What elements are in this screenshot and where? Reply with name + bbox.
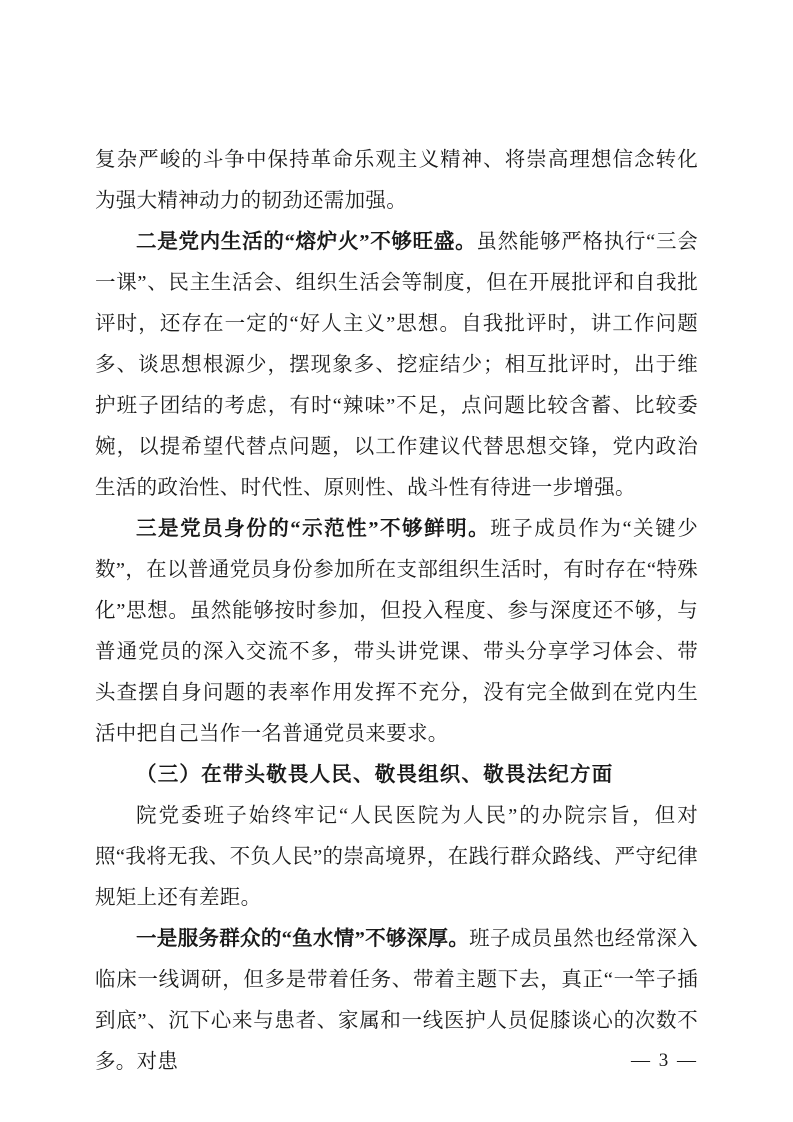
section-heading-three	[95, 755, 698, 796]
section-heading-text: （三）在带头敬畏人民、敬畏组织、敬畏法纪方面	[136, 764, 614, 786]
paragraph-point-two	[95, 222, 698, 509]
paragraph-text: 虽然能够严格执行“三会一课”、民主生活会、组织生活会等制度，但在开展批评和自我批评时，还存在一定的“好人主义”思想。自我批评时，讲工作问题多、谈思想根源少，摆现象多、挖症结少；相互批评时，出于维护班子团结的考虑，有时“辣味”不足，点问题比较含蓄、比较委婉，以提希望代替点问题，以工作建议代替思想交锋，党内政治生活的政治性、时代性、原则性、战斗性有待进一步增强。	[95, 231, 698, 499]
document-body	[95, 140, 698, 1083]
paragraph-point-three	[95, 509, 698, 755]
paragraph-text: 院党委班子始终牢记“人民医院为人民”的办院宗旨，但对照“我将无我、不负人民”的崇高境界，在践行群众路线、严守纪律规矩上还有差距。	[95, 805, 698, 909]
paragraph-continuation	[95, 140, 698, 222]
paragraph-section-intro	[95, 796, 698, 919]
paragraph-text: 班子成员虽然也经常深入临床一线调研，但多是带着任务、带着主题下去，真正“一竿子插到底”、沉下心来与患者、家属和一线医护人员促膝谈心的次数不多。对患	[95, 928, 698, 1073]
paragraph-lead: 一是服务群众的“鱼水情”不够深厚。	[136, 928, 470, 950]
paragraph-lead: 三是党员身份的“示范性”不够鲜明。	[136, 518, 491, 540]
page-number: — 3 —	[631, 1050, 698, 1071]
paragraph-text: 复杂严峻的斗争中保持革命乐观主义精神、将崇高理想信念转化为强大精神动力的韧劲还需加强。	[95, 149, 698, 212]
paragraph-lead: 二是党内生活的“熔炉火”不够旺盛。	[136, 231, 477, 253]
paragraph-text: 班子成员作为“关键少数”，在以普通党员身份参加所在支部组织生活时，有时存在“特殊化”思想。虽然能够按时参加，但投入程度、参与深度还不够，与普通党员的深入交流不多，带头讲党课、带头分享学习体会、带头查摆自身问题的表率作用发挥不充分，没有完全做到在党内生活中把自己当作一名普通党员来要求。	[95, 518, 698, 745]
